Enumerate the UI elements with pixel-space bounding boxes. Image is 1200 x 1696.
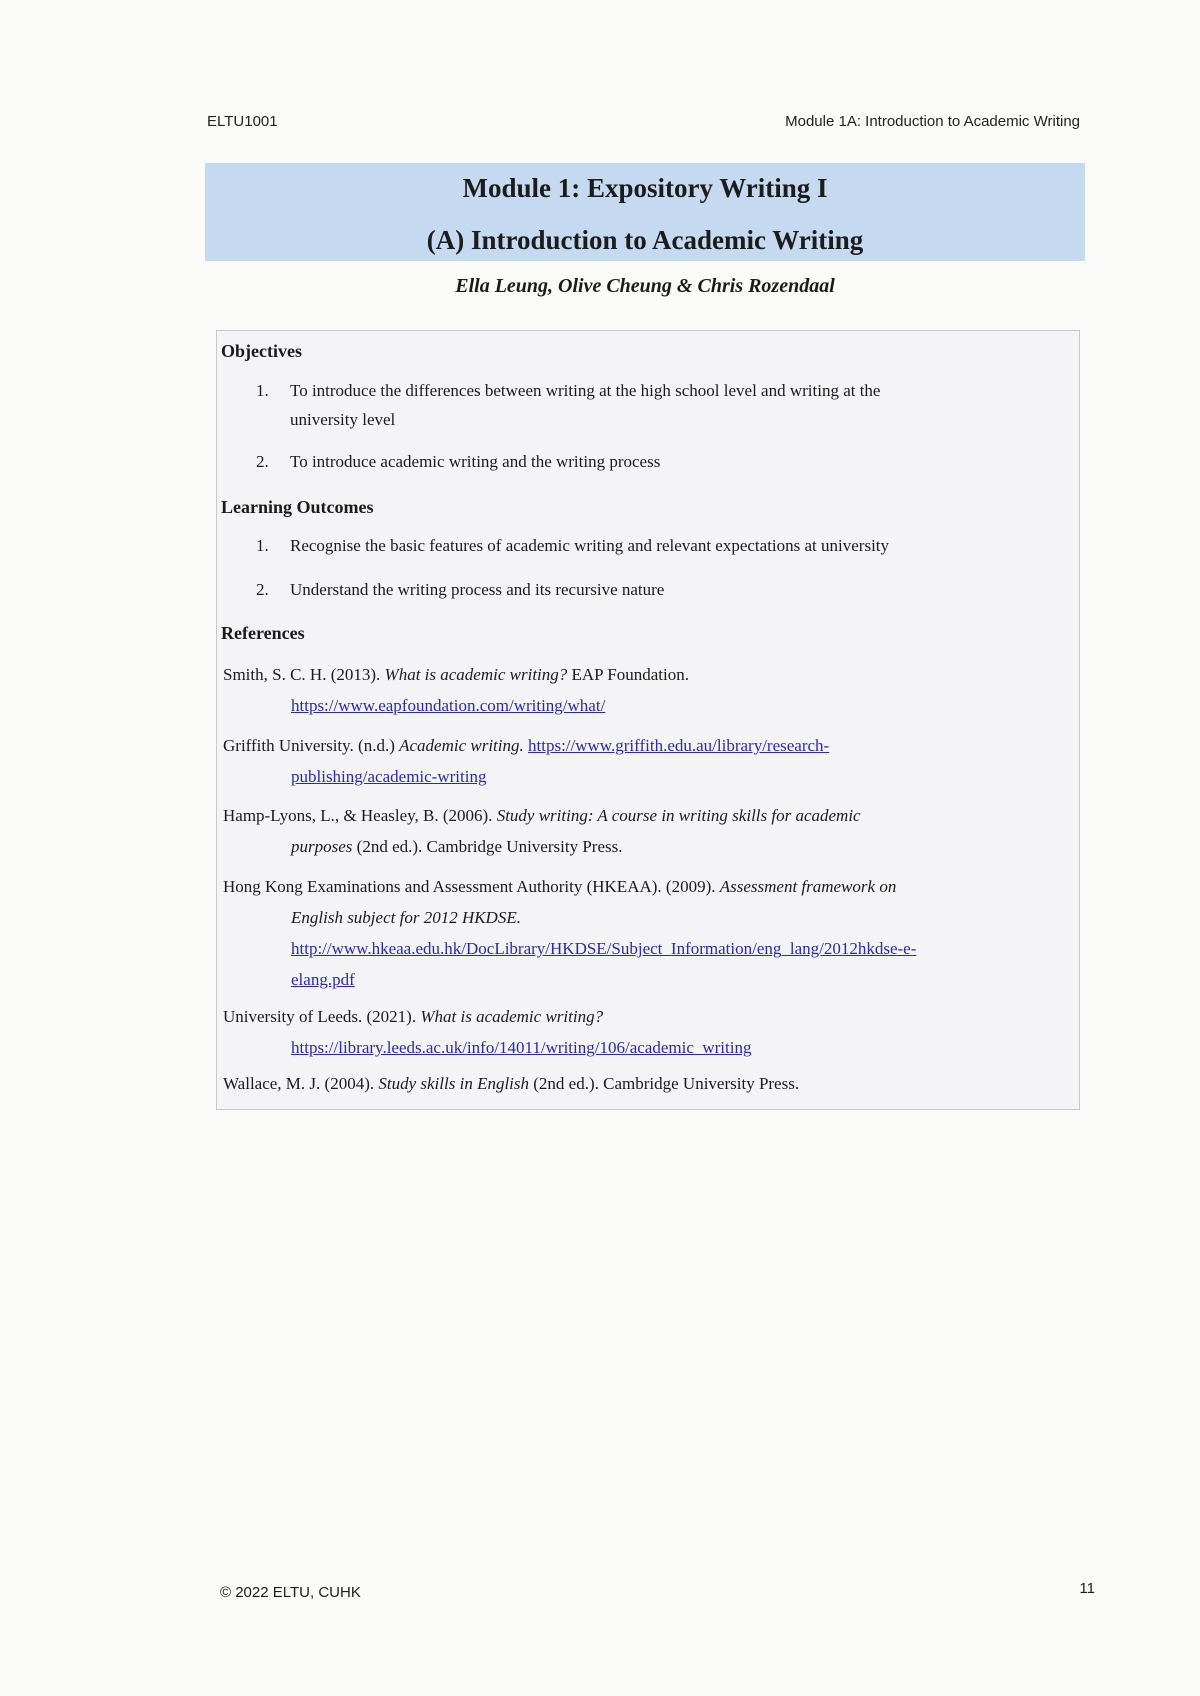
ref-title: Study writing: A course in writing skills for academic bbox=[496, 806, 861, 825]
ref-author: Wallace, M. J. (2004). bbox=[223, 1074, 379, 1093]
objectives-heading: Objectives bbox=[221, 341, 302, 361]
ref-link-continued[interactable]: publishing/academic-writing bbox=[291, 767, 487, 786]
ref-title-continued: purposes bbox=[291, 837, 353, 856]
ref-author: Hamp-Lyons, L., & Heasley, B. (2006). bbox=[223, 806, 497, 825]
outcome-item-1 bbox=[256, 531, 1056, 560]
ref-publisher: EAP Foundation. bbox=[567, 665, 689, 684]
ref-link[interactable]: https://www.eapfoundation.com/writing/what/ bbox=[291, 696, 606, 715]
reference-leeds bbox=[223, 1001, 1068, 1063]
outcomes-heading: Learning Outcomes bbox=[221, 497, 374, 517]
reference-hamp-lyons bbox=[223, 800, 1068, 862]
objective-text: To introduce academic writing and the writing process bbox=[290, 452, 661, 471]
outcome-item-2 bbox=[256, 575, 1056, 604]
module-subtitle: (A) Introduction to Academic Writing bbox=[426, 225, 864, 255]
ref-link-continued[interactable]: elang.pdf bbox=[291, 970, 355, 989]
reference-griffith bbox=[223, 730, 1068, 792]
ref-title: Study skills in English bbox=[378, 1074, 530, 1093]
reference-smith bbox=[223, 659, 1068, 721]
ref-link[interactable]: https://library.leeds.ac.uk/info/14011/writing/106/academic_writing bbox=[291, 1038, 752, 1057]
reference-hkeaa bbox=[223, 871, 1068, 995]
objective-text-line2: university level bbox=[290, 410, 396, 429]
ref-publisher: (2nd ed.). Cambridge University Press. bbox=[352, 837, 623, 856]
module-title: Module 1: Expository Writing I bbox=[462, 173, 828, 203]
objective-text-line1: To introduce the differences between writing at the high school level and writing at the bbox=[290, 381, 881, 400]
ref-publisher: (2nd ed.). Cambridge University Press. bbox=[529, 1074, 800, 1093]
ref-link[interactable]: https://www.griffith.edu.au/library/research- bbox=[528, 736, 830, 755]
header-module-title: Module 1A: Introduction to Academic Writing bbox=[785, 113, 1080, 130]
objective-item-1 bbox=[256, 376, 1056, 434]
outcome-number: 1. bbox=[256, 536, 269, 555]
outcome-number: 2. bbox=[256, 580, 269, 599]
objective-number: 2. bbox=[256, 452, 269, 471]
ref-title: Academic writing. bbox=[399, 736, 524, 755]
references-heading: References bbox=[221, 623, 305, 643]
ref-author: University of Leeds. (2021). bbox=[223, 1007, 421, 1026]
page-number: 11 bbox=[1079, 1580, 1095, 1597]
ref-author: Griffith University. (n.d.) bbox=[223, 736, 400, 755]
ref-title: What is academic writing? bbox=[420, 1007, 604, 1026]
objective-item-2 bbox=[256, 447, 1056, 476]
ref-title-continued: English subject for 2012 HKDSE. bbox=[291, 908, 521, 927]
ref-author: Smith, S. C. H. (2013). bbox=[223, 665, 385, 684]
ref-link[interactable]: http://www.hkeaa.edu.hk/DocLibrary/HKDSE/Subject_Information/eng_lang/2012hkdse-e- bbox=[291, 939, 917, 958]
reference-wallace bbox=[223, 1068, 1068, 1099]
ref-author: Hong Kong Examinations and Assessment Authority (HKEAA). (2009). bbox=[223, 877, 720, 896]
ref-title: Assessment framework on bbox=[719, 877, 897, 896]
objective-number: 1. bbox=[256, 381, 269, 400]
outcome-text: Recognise the basic features of academic writing and relevant expectations at university bbox=[290, 536, 890, 555]
authors: Ella Leung, Olive Cheung & Chris Rozendaal bbox=[455, 275, 835, 297]
ref-title: What is academic writing? bbox=[384, 665, 568, 684]
outcome-text: Understand the writing process and its recursive nature bbox=[290, 580, 665, 599]
footer-copyright: © 2022 ELTU, CUHK bbox=[220, 1584, 361, 1601]
header-course-code: ELTU1001 bbox=[207, 113, 278, 130]
